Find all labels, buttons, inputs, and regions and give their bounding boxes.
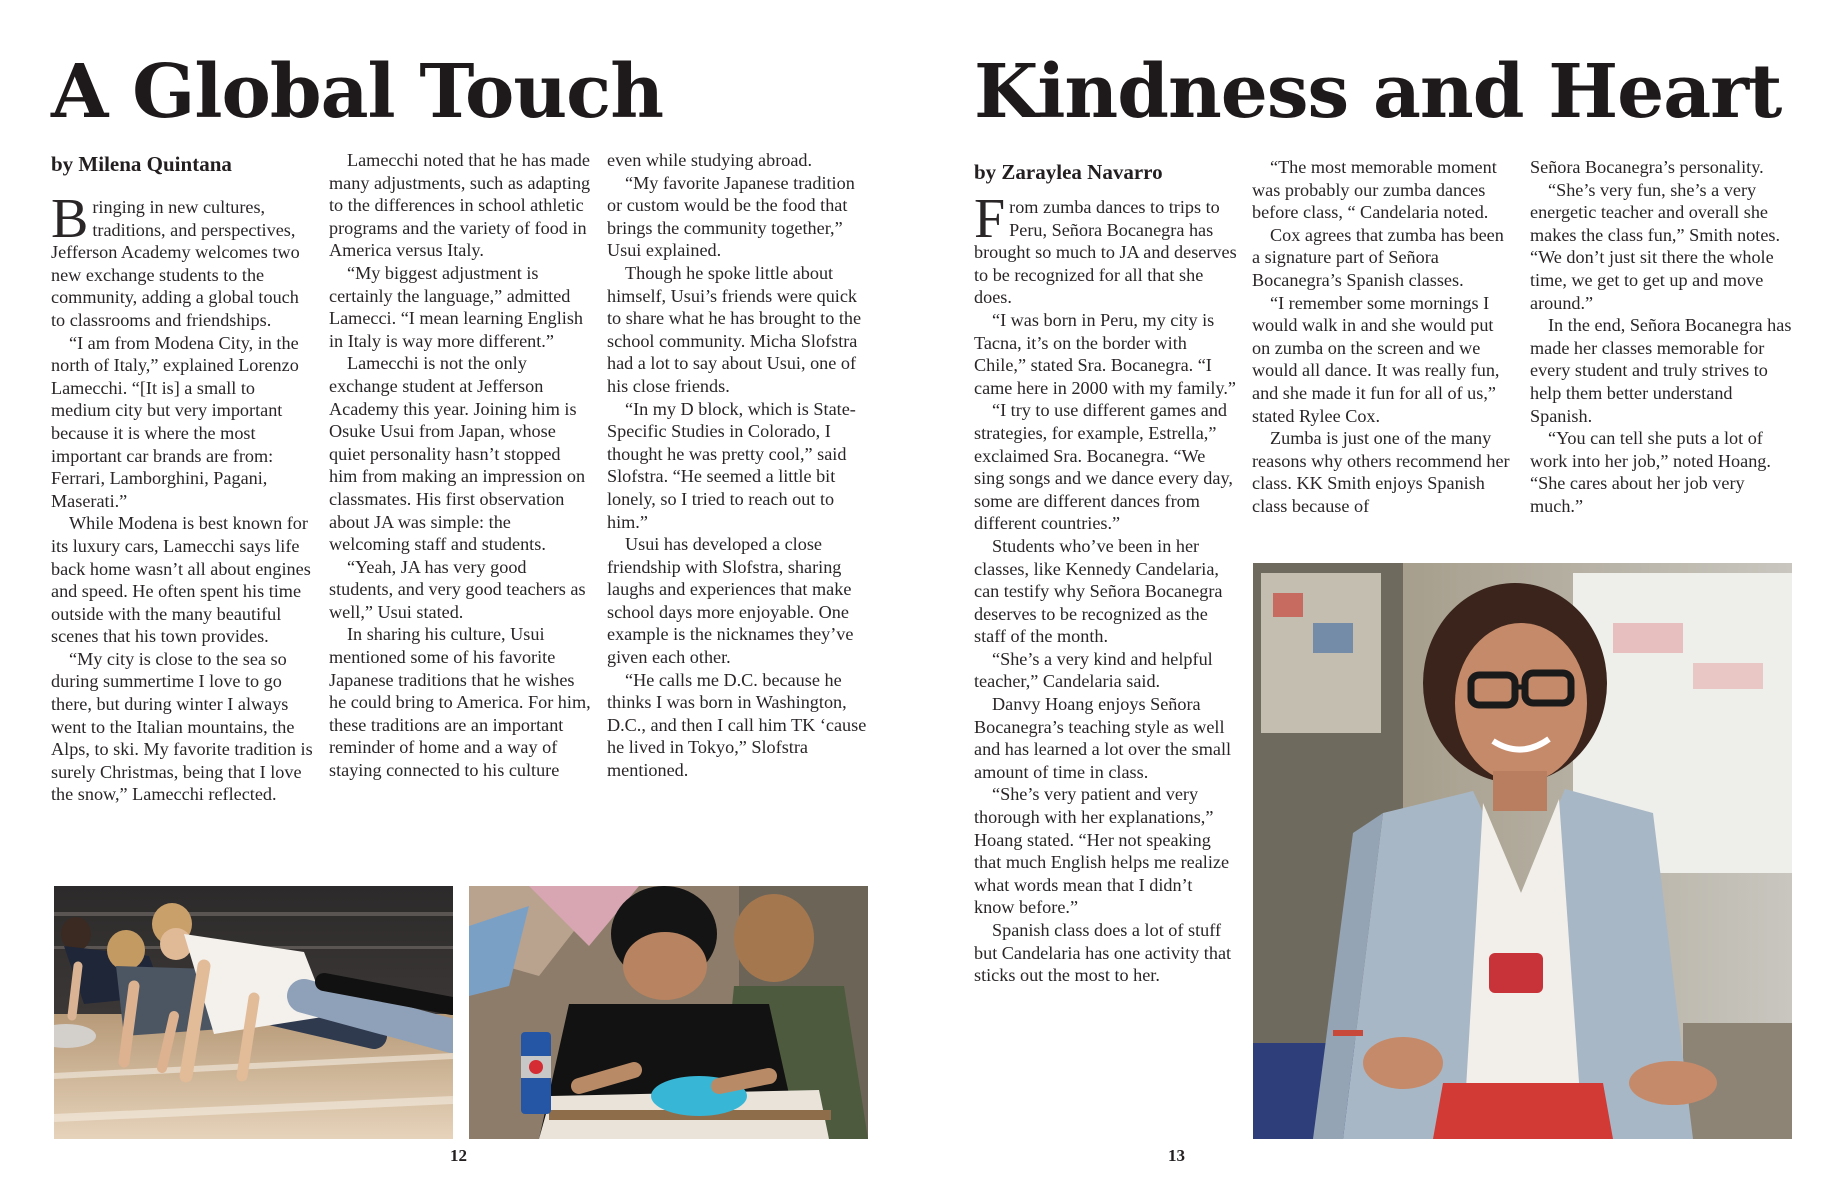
photo-teacher-bocanegra [1253, 563, 1792, 1139]
paragraph: “He calls me D.C. because he thinks I was born in Washington, D.C., and then I call him TK ‘cause he lived in Tokyo,” Slofstra mentioned. [607, 669, 867, 781]
paragraph: “Yeah, JA has very good students, and very good teachers as well,” Usui stated. [329, 556, 586, 622]
paragraph: even while studying abroad. [607, 150, 813, 170]
drop-cap: F [974, 188, 1006, 250]
paragraph: Bringing in new cultures, traditions, and perspectives, Jefferson Academy welcomes two new exchange students to the community, adding a global touch to classrooms and friendships. [51, 188, 300, 330]
paragraph: Cox agrees that zumba has been a signature part of Señora Bocanegra’s Spanish classes. [1252, 224, 1504, 290]
headline-kindness-heart: Kindness and Heart [974, 49, 1782, 135]
drop-cap: B [51, 188, 89, 250]
page-number-12: 12 [450, 1146, 467, 1165]
left-article-column-1 [51, 188, 314, 806]
paragraph: “I am from Modena City, in the north of Italy,” explained Lorenzo Lamecchi. “[It is] a small to medium city but very important because it is where the most important car brands are from: Ferrari, Lamborghini, Pagani, Maserati.” [51, 332, 299, 511]
byline-right: by Zaraylea Navarro [974, 160, 1163, 184]
paragraph: “She’s very patient and very thorough with her explanations,” Hoang stated. “Her not speaking that much English helps me realize what words mean that I didn’t know before.” [974, 784, 1230, 918]
byline-left: by Milena Quintana [51, 152, 232, 176]
photo-student-studying [469, 886, 868, 1139]
paragraph: In the end, Señora Bocanegra has made her classes memorable for every student and truly strives to help them better understand Spanish. [1530, 315, 1792, 426]
paragraph: From zumba dances to trips to Peru, Señora Bocanegra has brought so much to JA and deserves to be recognized for all that she does. [974, 188, 1237, 308]
paragraph: “She’s very fun, she’s a very energetic teacher and overall she makes the class fun,” Smith notes. “We don’t just sit there the whole time, we get to get up and move around.” [1530, 179, 1781, 313]
right-page [915, 0, 1831, 1182]
right-article-column-2 [1252, 156, 1515, 518]
left-article-column-2 [329, 149, 592, 782]
paragraph: “My city is close to the sea so during summertime I love to go there, but during winter I always went to the Italian mountains, the Alps, to ski. My favorite tradition is surely Christmas, being that I love the snow,” Lamecchi reflected. [51, 648, 313, 805]
paragraph: In sharing his culture, Usui mentioned some of his favorite Japanese traditions that he wishes he could bring to America. For him, these traditions are an important reminder of home and a way of staying connected to his culture [329, 624, 591, 781]
studying-illustration [469, 886, 868, 1139]
paragraph: “The most memorable moment was probably our zumba dances before class, “ Candelaria noted. [1252, 157, 1497, 223]
paragraph: Danvy Hoang enjoys Señora Bocanegra’s teaching style as well and has learned a lot over the small amount of time in class. [974, 694, 1232, 782]
paragraph: “My biggest adjustment is certainly the language,” admitted Lamecci. “I mean learning English in Italy is way more different.” [329, 262, 584, 351]
paragraph: Though he spoke little about himself, Usui’s friends were quick to share what he has brought to the school community. Micha Slofstra had a lot to say about Usui, one of his close friends. [607, 262, 862, 396]
teacher-illustration [1253, 563, 1792, 1139]
paragraph: Zumba is just one of the many reasons why others recommend her class. KK Smith enjoys Spanish class because of [1252, 428, 1510, 516]
paragraph: “I was born in Peru, my city is Tacna, it’s on the border with Chile,” stated Sra. Bocanegra. “I came here in 2000 with my family.” [974, 309, 1236, 398]
left-article-column-3 [607, 149, 870, 782]
headline-global-touch: A Global Touch [51, 49, 664, 135]
pushups-illustration [54, 886, 453, 1139]
left-page [0, 0, 915, 1182]
right-article-column-3 [1530, 156, 1793, 518]
paragraph: Spanish class does a lot of stuff but Candelaria has one activity that sticks out the most to her. [974, 920, 1232, 986]
right-article-column-1 [974, 188, 1237, 987]
paragraph: “You can tell she puts a lot of work into her job,” noted Hoang. “She cares about her job very much.” [1530, 428, 1771, 516]
photo-students-pushups [54, 886, 453, 1139]
paragraph: Usui has developed a close friendship with Slofstra, sharing laughs and experiences that make school days more enjoyable. One example is the nicknames they’ve given each other. [607, 534, 854, 668]
paragraph: “I remember some mornings I would walk in and she would put on zumba on the screen and we would all dance. It was really fun, and she made it fun for all of us,” stated Rylee Cox. [1252, 292, 1500, 426]
paragraph: Students who’ve been in her classes, like Kennedy Candelaria, can testify why Señora Bocanegra deserves to be recognized as the staff of the month. [974, 535, 1223, 647]
paragraph: Señora Bocanegra’s personality. [1530, 157, 1764, 177]
paragraph: “My favorite Japanese tradition or custom would be the food that brings the community together,” Usui explained. [607, 172, 855, 261]
paragraph: “In my D block, which is State-Specific Studies in Colorado, I thought he was pretty cool,” said Slofstra. “He seemed a little bit lonely, so I tried to reach out to him.” [607, 398, 856, 532]
paragraph: While Modena is best known for its luxury cars, Lamecchi says life back home wasn’t all about engines and speed. He often spent his time outside with the many beautiful scenes that his town provides. [51, 513, 311, 647]
paragraph: Lamecchi noted that he has made many adjustments, such as adapting to the differences in school athletic programs and the variety of food in America versus Italy. [329, 150, 591, 261]
paragraph: “She’s a very kind and helpful teacher,” Candelaria said. [974, 648, 1213, 692]
paragraph: Lamecchi is not the only exchange student at Jefferson Academy this year. Joining him is Osuke Usui from Japan, whose quiet personality hasn’t stopped him from making an impression on classmates. His first observation about JA was simple: the welcoming staff and students. [329, 353, 586, 555]
paragraph: “I try to use different games and strategies, for example, Estrella,” exclaimed Sra. Bocanegra. “We sing songs and we dance every day, some are different dances from different countries.” [974, 400, 1233, 534]
page-number-13: 13 [1168, 1146, 1185, 1165]
